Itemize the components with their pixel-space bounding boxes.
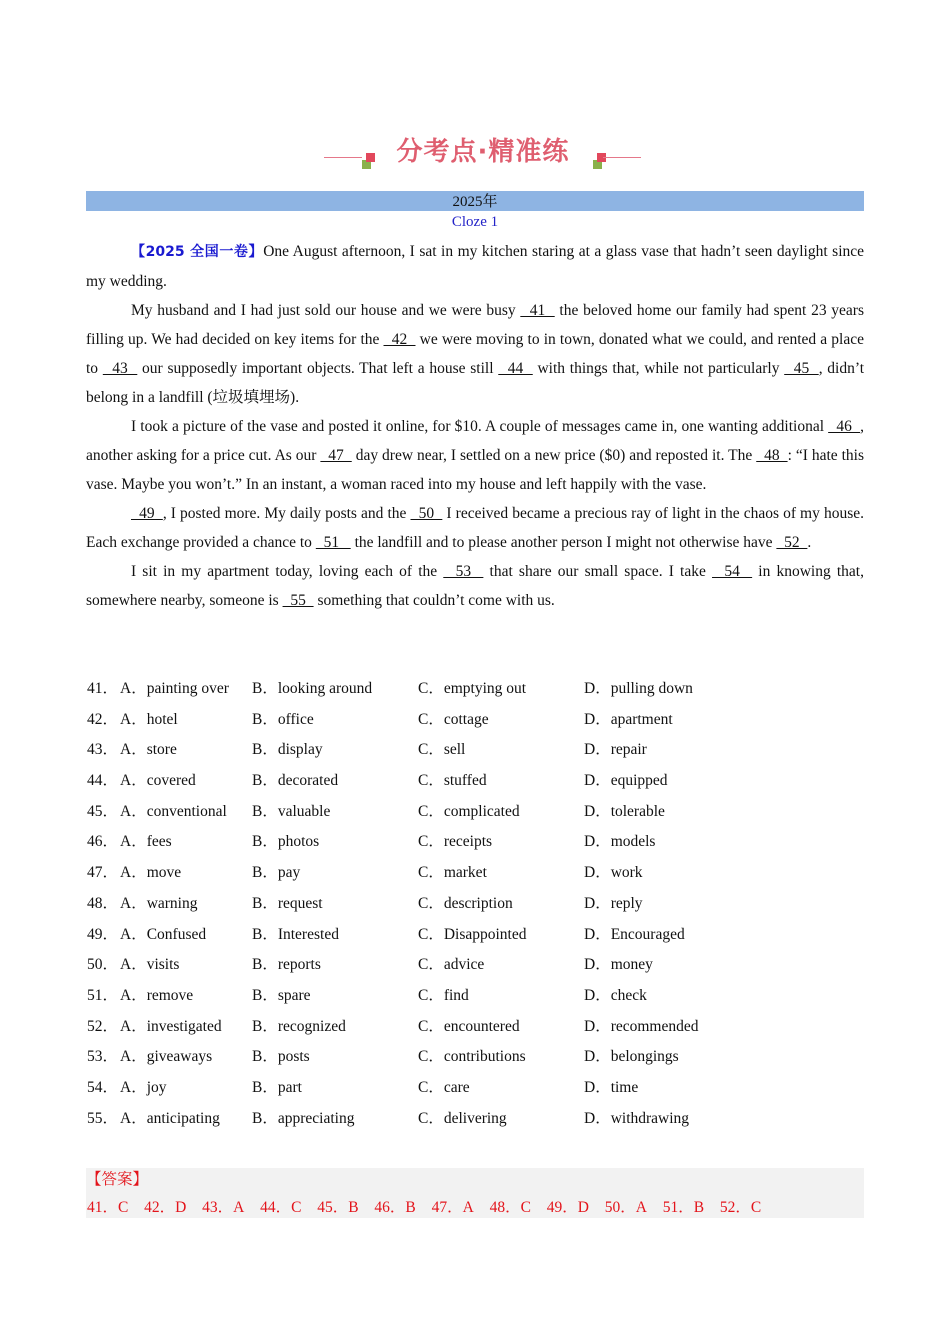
passage-text: . [807,534,812,551]
question-number: 55． [87,1109,119,1127]
answer-item: 42．D [144,1199,187,1216]
answer-item: 43．A [202,1199,245,1216]
answer-item: 46．B [374,1199,416,1216]
cloze-blank: 47 [320,447,352,464]
question-row [86,735,864,766]
option-b: B．posts [252,1048,310,1066]
cloze-blank: 48 [756,447,788,464]
option-d: D．pulling down [584,680,693,697]
option-d: D．reply [584,894,643,912]
passage-text: in knowing that, somewhere nearby, someone is [86,563,864,609]
question-number: 53． [87,1048,119,1066]
question-row [86,766,864,797]
option-b: B．looking around [252,680,373,697]
option-c: C．description [418,894,513,912]
section-banner [320,128,645,174]
option-c: C．delivering [418,1109,507,1127]
question-number: 54． [87,1078,119,1096]
question-row [86,981,864,1012]
passage-text: something that couldn’t come with us. [313,592,555,609]
option-a: A．conventional [120,802,227,820]
cloze-blank: 45 [784,360,819,377]
option-c: C．find [418,986,469,1004]
option-d: D．work [584,864,643,882]
passage-text: that share our small space. I take [483,563,713,580]
answer-item: 48．C [489,1199,531,1216]
question-row [86,1042,864,1073]
question-number: 45． [87,802,119,820]
option-b: B．reports [252,956,321,974]
cloze-blank: 41 [520,302,555,319]
passage-paragraph [86,237,864,296]
passage-text: , I posted more. My daily posts and the [162,505,411,522]
banner-square-red-left [366,153,375,162]
banner-title: 分考点·精准练 [396,137,570,167]
banner-line-right [603,157,641,158]
passage-paragraph [86,499,864,557]
passage-text: : “I hate this vase. Maybe you won’t.” In an instant, a woman raced into my house and left happily with the vase. [86,447,865,493]
answer-label: 【答案】 [86,1171,149,1188]
cloze-passage [86,237,864,615]
answer-item: 50．A [604,1199,647,1216]
option-c: C．Disappointed [418,925,527,943]
answer-item: 41．C [87,1199,129,1216]
option-b: B．office [252,710,314,728]
cloze-blank: 43 [102,360,138,377]
option-b: B．appreciating [252,1109,355,1127]
option-b: B．valuable [252,802,331,820]
option-b: B．pay [252,864,301,882]
option-a: A．fees [120,833,172,851]
answer-list [87,1197,777,1219]
source-tag: 【2025 全国一卷】 [131,244,264,260]
question-row [86,920,864,951]
option-b: B．request [252,894,323,912]
answer-item: 47．A [431,1199,474,1216]
passage-text: we were moving to in town, donated what we could, and rented a place to [86,331,864,377]
question-number: 43． [87,741,119,759]
option-d: D．models [584,833,656,851]
answer-item: 49．D [546,1199,589,1216]
option-b: B．recognized [252,1017,346,1035]
cloze-blank: 46 [828,418,861,435]
passage-text: , didn’t belong in a landfill (垃圾填埋场). [86,360,865,406]
option-c: C．receipts [418,833,493,851]
passage-paragraph [86,557,864,615]
question-row [86,889,864,920]
option-c: C．market [418,864,487,882]
question-row [86,827,864,858]
option-a: A．visits [120,956,180,974]
passage-text: the landfill and to please another person I might not otherwise have [350,534,777,551]
option-c: C．encountered [418,1017,520,1035]
option-d: D．belongings [584,1048,679,1066]
passage-text: our supposedly important objects. That left a house still [137,360,499,377]
cloze-blank: 55 [282,592,314,609]
question-row [86,797,864,828]
option-b: B．photos [252,833,320,851]
option-c: C．emptying out [418,680,527,697]
option-a: A．covered [120,772,196,790]
option-a: A．remove [120,986,194,1004]
passage-text: One August afternoon, I sat in my kitchen staring at a glass vase that hadn’t seen daylight since my wedding. [86,243,865,290]
option-d: D．money [584,956,653,974]
question-number: 48． [87,894,119,912]
question-number: 42． [87,710,119,728]
passage-text: I sit in my apartment today, loving each of the [131,563,444,580]
cloze-title: Cloze 1 [451,214,499,230]
question-number: 46． [87,833,119,851]
passage-text: , another asking for a price cut. As our [86,418,864,464]
option-d: D．apartment [584,710,673,728]
cloze-blank: 42 [383,331,416,348]
cloze-blank: 52 [776,534,808,551]
option-d: D．tolerable [584,802,665,820]
option-a: A．joy [120,1078,167,1096]
year-header-bar: 2025年 [86,191,864,211]
option-a: A．painting over [120,680,229,697]
banner-line-left [324,157,362,158]
answer-section [86,1168,864,1218]
answer-item: 45．B [317,1199,359,1216]
passage-paragraph [86,412,864,499]
passage-text: My husband and I had just sold our house and we were busy [131,302,521,319]
passage-text: I took a picture of the vase and posted it online, for $10. A couple of messages came in, one wanting additional [131,418,829,435]
option-d: D．repair [584,741,647,759]
question-number: 47． [87,864,119,882]
option-c: C．advice [418,956,485,974]
passage-text: I received became a precious ray of light in the chaos of my house. Each exchange provided a chance to [86,505,864,551]
option-c: C．contributions [418,1048,526,1066]
option-c: C．cottage [418,710,489,728]
passage-text: with things that, while not particularly [532,360,785,377]
passage-text: the beloved home our family had spent 23 years filling up. We had decided on key items for the [86,302,864,348]
option-b: B．Interested [252,925,339,943]
question-number: 49． [87,925,119,943]
option-a: A．warning [120,894,198,912]
cloze-blank: 50 [410,505,443,522]
option-c: C．care [418,1078,470,1096]
question-number: 41． [87,680,119,697]
option-c: C．complicated [418,802,520,820]
question-number: 51． [87,986,119,1004]
passage-paragraph [86,296,864,412]
question-row [86,674,864,705]
question-row [86,950,864,981]
answer-item: 44．C [260,1199,302,1216]
cloze-blank: 54 [712,563,753,580]
option-a: A．hotel [120,710,178,728]
answer-item: 52．C [719,1199,762,1216]
answer-item: 51．B [662,1199,705,1216]
option-a: A．store [120,741,177,759]
question-number: 44． [87,772,119,790]
question-row [86,1104,864,1135]
cloze-blank: 53 [443,563,484,580]
option-b: B．spare [252,986,311,1004]
option-d: D．equipped [584,772,668,790]
option-d: D．check [584,986,647,1004]
option-a: A．investigated [120,1017,222,1035]
option-a: A．move [120,864,182,882]
option-d: D．time [584,1078,639,1096]
option-a: A．Confused [120,925,207,943]
option-c: C．stuffed [418,772,487,790]
question-number: 52． [87,1017,119,1035]
option-d: D．withdrawing [584,1109,690,1127]
option-c: C．sell [418,741,466,759]
option-d: D．Encouraged [584,925,685,943]
question-row [86,1012,864,1043]
cloze-blank: 49 [131,505,163,522]
question-row [86,858,864,889]
option-b: B．decorated [252,772,339,790]
question-options [86,674,864,1134]
option-d: D．recommended [584,1017,699,1035]
cloze-blank: 44 [498,360,533,377]
option-a: A．giveaways [120,1048,213,1066]
question-row [86,1073,864,1104]
cloze-blank: 51 [315,534,351,551]
option-b: B．part [252,1078,302,1096]
option-b: B．display [252,741,323,759]
passage-text: day drew near, I settled on a new price ($0) and reposted it. The [351,447,757,464]
option-a: A．anticipating [120,1109,220,1127]
question-number: 50． [87,956,119,974]
question-row [86,705,864,736]
